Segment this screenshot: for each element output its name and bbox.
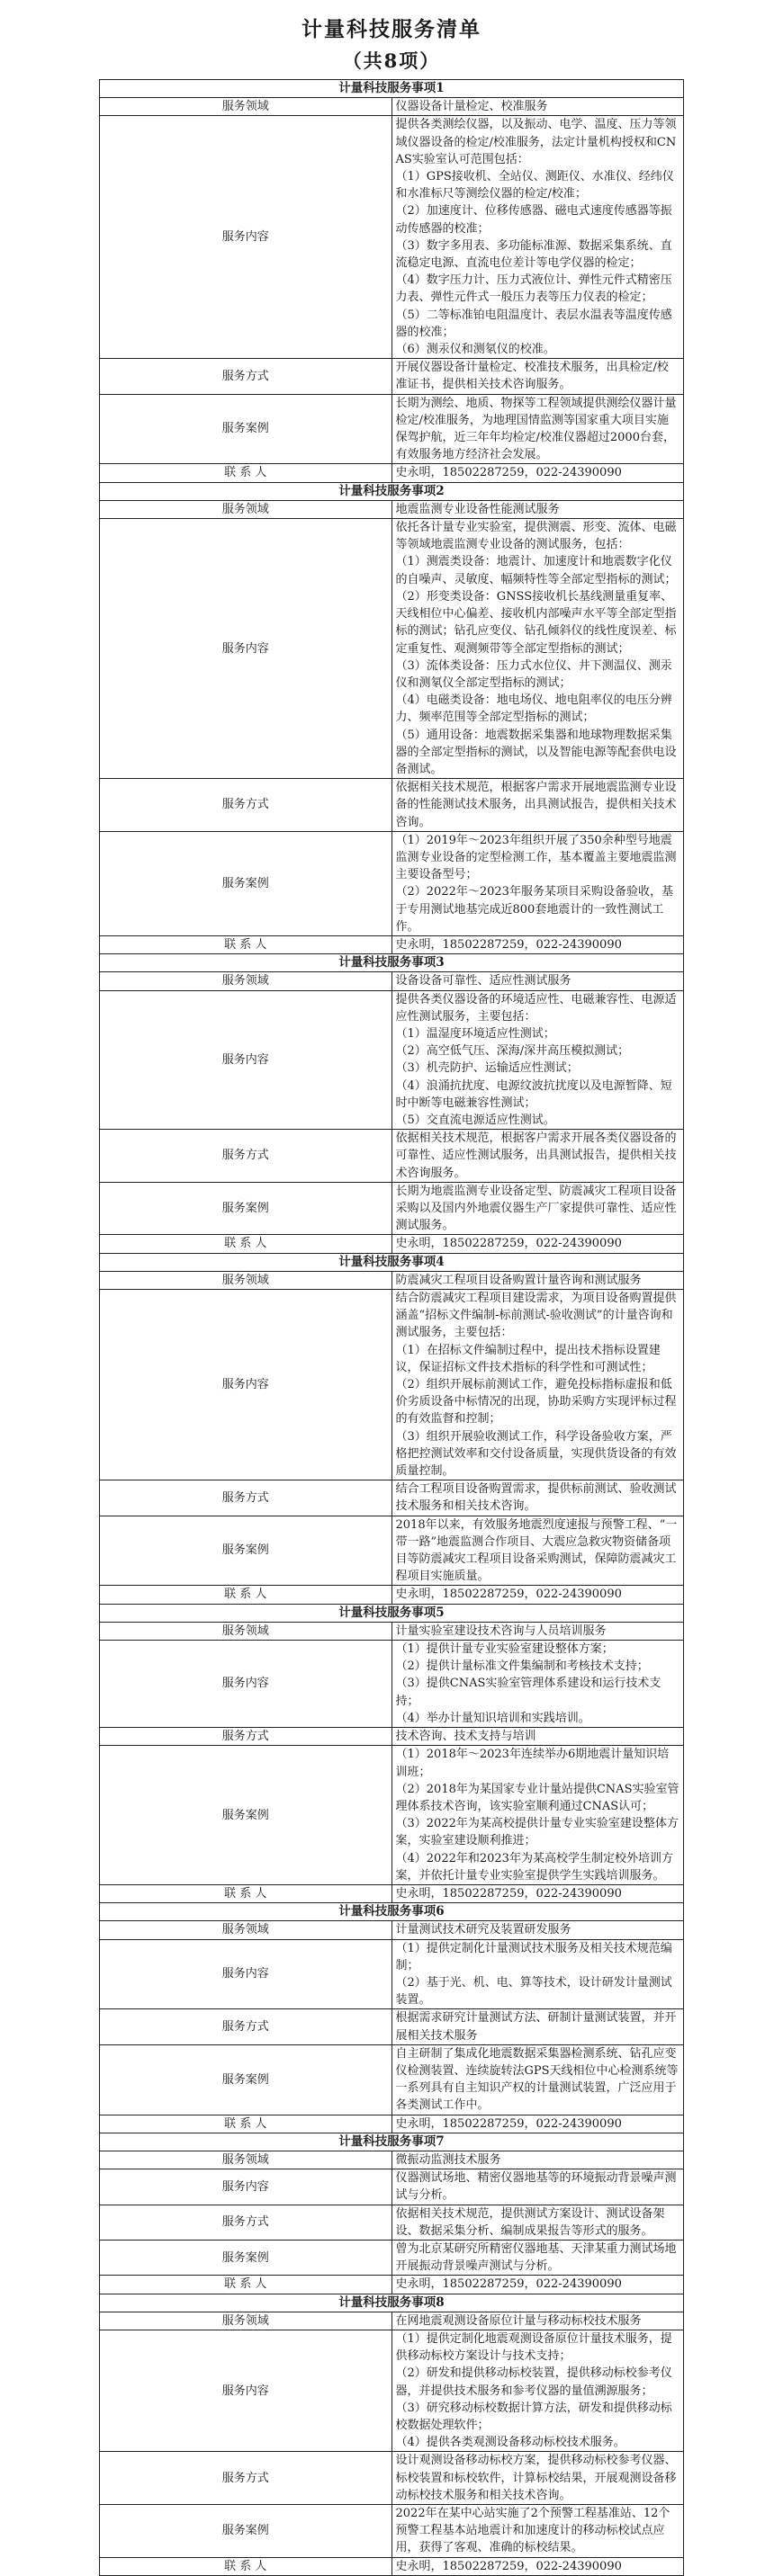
row-domain [100,500,684,518]
content-line: （1）提供定制化计量测试技术服务及相关技术规范编制； [395,1941,672,1972]
contact-value: 史永明，18502287259，022-24390090 [392,1235,684,1253]
row-content [100,1939,684,2009]
method-value: 开展仪器设备计量检定、校准技术服务，出具检定/校准证书，提供相关技术咨询服务。 [392,359,684,394]
case-line: （2）2022年～2023年服务某项目采购设备验收，基于专用测试地基完成近800套地震计的一致性测试工作。 [395,885,673,934]
domain-value: 计量测试技术研究及装置研发服务 [392,1921,684,1939]
row-contact [100,2557,684,2575]
row-case [100,2240,684,2275]
case-value [392,394,684,464]
contact-label: 联 系 人 [100,935,392,953]
case-line: （1）2019年～2023年组织开展了350余种型号地震监测专业设备的定型检测工作，基本覆盖主要地震监测主要设备型号； [395,833,677,882]
section-heading-row [100,1604,684,1622]
row-domain [100,1921,684,1939]
row-content [100,116,684,359]
domain-label: 服务领域 [100,1622,392,1640]
content-line: （1）在招标文件编制过程中，提出技术指标设置建议，保证招标文件技术指标的科学性和可测试性； [395,1343,661,1374]
row-case [100,1516,684,1586]
contact-value: 史永明，18502287259，022-24390090 [392,2276,684,2294]
content-line: （3）组织开展验收测试工作，科学设备验收方案，严格把控测试效率和交付设备质量，实现供货设备的有效质量控制。 [395,1429,677,1479]
content-line: 提供各类仪器设备的环境适应性、电磁兼容性、电源适应性测试服务，主要包括： [395,992,677,1024]
section-heading-row [100,482,684,500]
section-heading: 计量科技服务事项1 [100,80,684,98]
method-label: 服务方式 [100,2009,392,2044]
method-value: 结合工程项目设备购置需求，提供标前测试、验收测试技术服务和相关技术咨询。 [392,1480,684,1516]
section-heading-row [100,2294,684,2312]
section-heading-row [100,80,684,98]
content-value [392,2330,684,2452]
contact-value: 史永明，18502287259，022-24390090 [392,2557,684,2575]
content-value [392,1290,684,1480]
section-heading: 计量科技服务事项8 [100,2294,684,2312]
method-value: 依据相关技术规范，根据客户需求开展地震监测专业设备的性能测试技术服务，出具测试报告，提供相关技术咨询。 [392,779,684,832]
content-line: （5）二等标准铂电阻温度计、表层水温表等温度传感器的校准； [395,308,672,339]
case-line: （1）2018年～2023年连续举办6期地震计量知识培训班； [395,1748,670,1779]
section-heading: 计量科技服务事项5 [100,1604,684,1622]
row-contact [100,2276,684,2294]
row-contact [100,464,684,482]
case-label: 服务案例 [100,394,392,464]
content-line: （2）组织开展标前测试工作，避免投标指标虚报和低价劣质设备中标情况的出现，协助采购方实现评标过程的有效监督和控制； [395,1378,677,1427]
content-label: 服务内容 [100,116,392,359]
section-heading-row [100,954,684,972]
domain-value: 在网地震观测设备原位计量与移动标校技术服务 [392,2312,684,2330]
contact-label: 联 系 人 [100,1586,392,1604]
content-value [392,1641,684,1728]
row-domain [100,1271,684,1289]
contact-label: 联 系 人 [100,2557,392,2575]
section-heading-row [100,2133,684,2151]
row-domain [100,98,684,116]
content-value [392,2169,684,2205]
content-label: 服务内容 [100,2169,392,2205]
row-method [100,1728,684,1746]
domain-value: 微振动监测技术服务 [392,2151,684,2169]
row-domain [100,2312,684,2330]
content-label: 服务内容 [100,1939,392,2009]
case-value [392,2505,684,2558]
contact-label: 联 系 人 [100,2276,392,2294]
contact-label: 联 系 人 [100,464,392,482]
content-line: （2）高空低气压、深海/深井高压模拟测试； [395,1044,630,1059]
domain-label: 服务领域 [100,1921,392,1939]
content-line: （2）提供计量标准文件集编制和考核技术支持； [395,1659,649,1674]
contact-value: 史永明，18502287259，022-24390090 [392,1884,684,1902]
row-contact [100,1235,684,1253]
method-label: 服务方式 [100,1130,392,1183]
case-line: （2）2018年为某国家专业计量站提供CNAS实验室管理体系技术咨询，该实验室顺利通过CNAS认可； [395,1782,680,1813]
content-value [392,519,684,779]
contact-label: 联 系 人 [100,1884,392,1902]
contact-label: 联 系 人 [100,2115,392,2133]
content-line: （2）形变类设备：GNSS接收机长基线测量重复率、天线相位中心偏差、接收机内部噪声水平等全部定型指标的测试；钻孔应变仪、钻孔倾斜仪的线性度误差、标定重复性、观测频带等全部定型指标的测试； [395,589,677,656]
method-label: 服务方式 [100,2452,392,2505]
row-contact [100,2115,684,2133]
section-heading: 计量科技服务事项7 [100,2133,684,2151]
content-line: （4）提供各类观测设备移动标校技术服务。 [395,2436,626,2450]
case-line: 长期为测绘、地质、物探等工程领域提供测绘仪器计量检定/校准服务，为地理国情监测等国家重大项目实施保驾护航，近三年年均检定/校准仪器超过2000台套，有效服务地方经济社会发展。 [395,396,677,462]
case-value [392,2240,684,2275]
section-heading: 计量科技服务事项3 [100,954,684,972]
row-case [100,2044,684,2115]
row-content [100,1641,684,1728]
section-heading-row [100,1903,684,1921]
domain-label: 服务领域 [100,972,392,990]
case-line: （3）2022年为某高校提供计量专业实验室建设整体方案，实验室建设顺利推进； [395,1817,679,1848]
row-case [100,394,684,464]
row-content [100,2169,684,2205]
case-label: 服务案例 [100,1182,392,1235]
document-subtitle: （共8项） [342,49,441,72]
row-method [100,2205,684,2240]
case-value [392,1516,684,1586]
method-value: 技术咨询、技术支持与培训 [392,1728,684,1746]
row-case [100,2505,684,2558]
contact-value: 史永明，18502287259，022-24390090 [392,935,684,953]
content-line: （1）提供计量专业实验室建设整体方案； [395,1642,614,1657]
row-method [100,779,684,832]
case-line: 长期为地震监测专业设备定型、防震减灾工程项目设备采购以及国内外地震仪器生产厂家提供可靠性、适应性测试服务。 [395,1184,677,1233]
case-label: 服务案例 [100,2044,392,2115]
row-method [100,2452,684,2505]
content-line: 仪器测试场地、精密仪器地基等的环境振动背景噪声测试与分析。 [395,2171,677,2203]
case-line: 曾为北京某研究所精密仪器地基、天津某重力测试场地开展振动背景噪声测试与分析。 [395,2241,677,2274]
row-domain [100,1622,684,1640]
content-line: （2）基于光、机、电、算等技术，设计研发计量测试装置。 [395,1975,672,2008]
content-value [392,990,684,1130]
content-line: （3）研究移动标校数据计算方法，研发和提供移动标校数据处理软件； [395,2401,672,2433]
row-case [100,1746,684,1885]
row-method [100,1130,684,1183]
domain-value: 计量实验室建设技术咨询与人员培训服务 [392,1622,684,1640]
method-value: 设计观测设备移动标校方案，提供移动标校参考仪器、标校装置和标校软件，计算标校结果，开展观测设备移动标校技术服务和相关技术咨询。 [392,2452,684,2505]
case-value [392,2044,684,2115]
row-contact [100,935,684,953]
content-line: （2）研发和提供移动标校装置，提供移动标校参考仪器，并提供技术服务和参考仪器的量值溯源服务； [395,2366,672,2398]
section-heading: 计量科技服务事项2 [100,482,684,500]
domain-label: 服务领域 [100,98,392,116]
section-heading-row [100,1253,684,1271]
contact-value: 史永明，18502287259，022-24390090 [392,1586,684,1604]
domain-label: 服务领域 [100,500,392,518]
section-heading: 计量科技服务事项6 [100,1903,684,1921]
content-line: （1）测震类设备：地震计、加速度计和地震数字化仪的自噪声、灵敏度、幅频特性等全部定型指标的测试； [395,555,677,586]
row-contact [100,1884,684,1902]
row-domain [100,972,684,990]
contact-label: 联 系 人 [100,1235,392,1253]
content-line: （1）GPS接收机、全站仪、测距仪、水准仪、经纬仪和水准标尺等测绘仪器的检定/校准； [395,170,674,201]
domain-value: 地震监测专业设备性能测试服务 [392,500,684,518]
case-label: 服务案例 [100,1516,392,1586]
content-line: （4）电磁类设备：地电场仪、地电阻率仪的电压分辨力、频率范围等全部定型指标的测试； [395,693,672,725]
row-content [100,990,684,1130]
content-value [392,1939,684,2009]
content-line: （1）提供定制化地震观测设备原位计量技术服务，提供移动标校方案设计与技术支持； [395,2332,672,2364]
case-label: 服务案例 [100,831,392,935]
content-line: （3）流体类设备：压力式水位仪、井下测温仪、测汞仪和测氡仪全部定型指标的测试； [395,658,672,690]
case-value [392,831,684,935]
row-method [100,2009,684,2044]
service-list-table [99,79,684,2576]
content-line: 提供各类测绘仪器，以及振动、电学、温度、压力等领域仪器设备的检定/校准服务，法定计量机构授权和CNAS实验室认可范围包括： [395,118,677,166]
content-line: 依托各计量专业实验室，提供测震、形变、流体、电磁等领域地震监测专业设备的测试服务，包括： [395,521,677,552]
content-line: （4）举办计量知识培训和实践培训。 [395,1711,590,1725]
content-line: （6）测汞仪和测氡仪的校准。 [395,343,555,357]
domain-label: 服务领域 [100,2312,392,2330]
content-line: （3）机壳防护、运输适应性测试； [395,1061,579,1076]
row-content [100,2330,684,2452]
content-line: （4）数字压力计、压力式液位计、弹性元件式精密压力表、弹性元件式一般压力表等压力仪表的检定； [395,273,672,305]
section-heading: 计量科技服务事项4 [100,1253,684,1271]
row-contact [100,1586,684,1604]
case-label: 服务案例 [100,2505,392,2558]
domain-value: 设备设备可靠性、适应性测试服务 [392,972,684,990]
content-line: （5）通用设备：地震数据采集器和地球物理数据采集器的全部定型指标的测试，以及智能电源等配套供电设备测试。 [395,728,677,776]
method-label: 服务方式 [100,2205,392,2240]
case-line: 2018年以来，有效服务地震烈度速报与预警工程、“一带一路”地震监测合作项目、大震应急救灾物资储备项目等防震减灾工程项目设备采购测试，保障防震减灾工程项目实施质量。 [395,1517,678,1584]
case-value [392,1746,684,1885]
content-label: 服务内容 [100,990,392,1130]
method-value: 依据相关技术规范，根据客户需求开展各类仪器设备的可靠性、适应性测试服务，出具测试报告，提供相关技术咨询服务。 [392,1130,684,1183]
row-case [100,1182,684,1235]
row-domain [100,2151,684,2169]
method-label: 服务方式 [100,779,392,832]
contact-value: 史永明，18502287259，022-24390090 [392,464,684,482]
content-line: （5）交直流电源适应性测试。 [395,1113,555,1127]
method-value: 根据需求研究计量测试方法、研制计量测试装置，并开展相关技术服务 [392,2009,684,2044]
row-content [100,519,684,779]
method-label: 服务方式 [100,1728,392,1746]
content-label: 服务内容 [100,2330,392,2452]
content-line: （1）温湿度环境适应性测试； [395,1026,555,1041]
content-label: 服务内容 [100,1641,392,1728]
row-method [100,359,684,394]
method-value: 依据相关技术规范，提供测试方案设计、测试设备架设、数据采集分析、编制成果报告等形式的服务。 [392,2205,684,2240]
domain-label: 服务领域 [100,1271,392,1289]
row-method [100,1480,684,1516]
case-value [392,1182,684,1235]
case-label: 服务案例 [100,2240,392,2275]
content-line: （3）数字多用表、多功能标准源、数据采集系统、直流稳定电源、直流电位差计等电学仪器的检定； [395,238,672,271]
case-label: 服务案例 [100,1746,392,1885]
domain-value: 防震减灾工程项目设备购置计量咨询和测试服务 [392,1271,684,1289]
domain-value: 仪器设备计量检定、校准服务 [392,98,684,116]
content-line: （4）浪涌抗扰度、电源纹波抗扰度以及电源暂降、短时中断等电磁兼容性测试； [395,1078,672,1110]
method-label: 服务方式 [100,359,392,394]
content-label: 服务内容 [100,519,392,779]
content-line: （2）加速度计、位移传感器、磁电式速度传感器等振动传感器的校准； [395,204,672,236]
content-value [392,116,684,359]
row-case [100,831,684,935]
contact-value: 史永明，18502287259，022-24390090 [392,2115,684,2133]
content-line: （3）提供CNAS实验室管理体系建设和运行技术支持； [395,1677,662,1708]
case-line: （4）2022年和2023年为某高校学生制定校外培训方案，并依托计量专业实验室提供学生实践培训服务。 [395,1851,673,1883]
case-line: 2022年在某中心站实施了2个预警工程基准站、12个预警工程基本站地震计和加速度计的移动标校试点应用，获得了客观、准确的标校结果。 [395,2507,670,2555]
document-title: 计量科技服务清单 [302,17,482,41]
content-line: 结合防震减灾工程项目建设需求，为项目设备购置提供涵盖“招标文件编制-标前测试-验收测试”的计量咨询和测试服务，主要包括： [395,1292,677,1340]
content-label: 服务内容 [100,1290,392,1480]
method-label: 服务方式 [100,1480,392,1516]
domain-label: 服务领域 [100,2151,392,2169]
row-content [100,1290,684,1480]
case-line: 自主研制了集成化地震数据采集器检测系统、钻孔应变仪检测装置、连续旋转法GPS天线相位中心检测系统等一系列具有自主知识产权的计量测试装置，广泛应用于各类测试工作中。 [395,2046,679,2113]
